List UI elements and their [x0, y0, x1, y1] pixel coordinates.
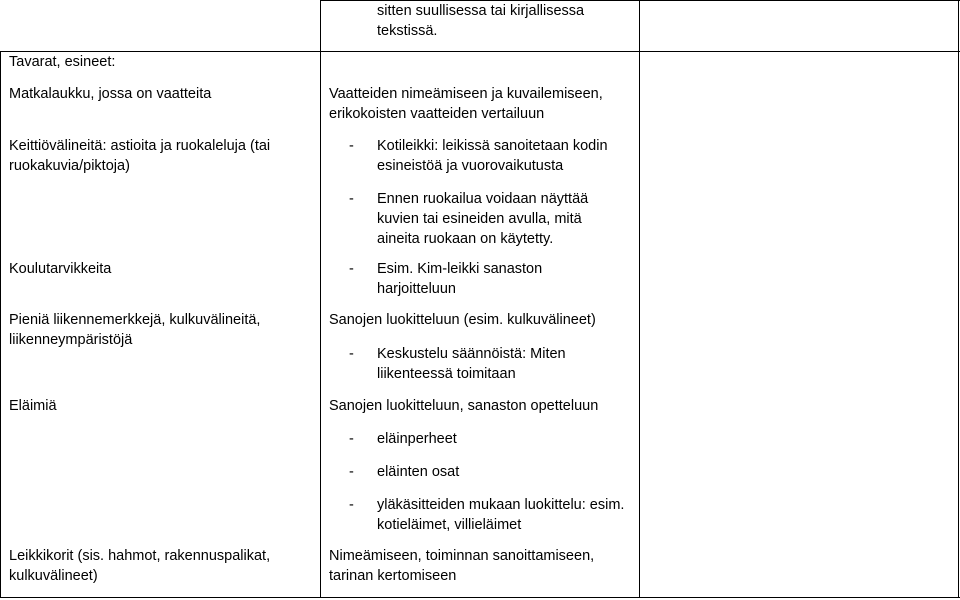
bullet-text: eläinperheet [377, 431, 457, 447]
row-left-school-supplies: Koulutarvikkeita [9, 261, 112, 277]
row-middle-heading-clothes: Vaatteiden nimeämiseen ja kuvailemiseen, erikokoisten vaatteiden vertailuun [329, 86, 603, 122]
bullet-dash: - [349, 261, 354, 277]
top-row-middle-text: sitten suullisessa tai kirjallisessa tekstissä. [377, 3, 585, 39]
row-left-play-baskets: Leikkikorit (sis. hahmot, rakennuspalikat, kulkuvälineet) [9, 548, 271, 584]
bullet-dash: - [349, 497, 354, 513]
section-header: Tavarat, esineet: [9, 54, 116, 70]
row-left-kitchen: Keittiövälineitä: astioita ja ruokaleluja (tai ruokakuvia/piktoja) [9, 138, 271, 174]
row-middle-heading-classification: Sanojen luokitteluun (esim. kulkuvälineet) [329, 312, 596, 328]
row-left-traffic: Pieniä liikennemerkkejä, kulkuvälineitä, liikenneympäristöjä [9, 312, 261, 348]
row-left-suitcase: Matkalaukku, jossa on vaatteita [9, 86, 212, 102]
bullet-text: eläinten osat [377, 464, 460, 480]
row-left-animals: Eläimiä [9, 398, 57, 414]
table-right-border [958, 0, 959, 598]
table-left-border [0, 51, 1, 598]
bullet-text: Kotileikki: leikissä sanoitetaan kodin esineistöä ja vuorovaikutusta [377, 138, 608, 174]
bullet-dash: - [349, 346, 354, 362]
bullet-dash: - [349, 138, 354, 154]
table-column-divider-1 [320, 0, 321, 598]
bullet-text: yläkäsitteiden mukaan luokittelu: esim. kotieläimet, villieläimet [377, 497, 625, 533]
bullet-dash: - [349, 464, 354, 480]
row-middle-heading-vocabulary: Sanojen luokitteluun, sanaston opetteluun [329, 398, 599, 414]
table-column-divider-2 [639, 0, 640, 598]
bullet-text: Keskustelu säännöistä: Miten liikenteessä toimitaan [377, 346, 566, 382]
row-middle-heading-naming: Nimeämiseen, toiminnan sanoittamiseen, tarinan kertomiseen [329, 548, 595, 584]
bullet-dash: - [349, 431, 354, 447]
bullet-text: Ennen ruokailua voidaan näyttää kuvien tai esineiden avulla, mitä aineita ruokaan on käytetty. [377, 191, 589, 247]
bullet-text: Esim. Kim-leikki sanaston harjoitteluun [377, 261, 543, 297]
bullet-dash: - [349, 191, 354, 207]
table-bottom-border [0, 597, 960, 598]
